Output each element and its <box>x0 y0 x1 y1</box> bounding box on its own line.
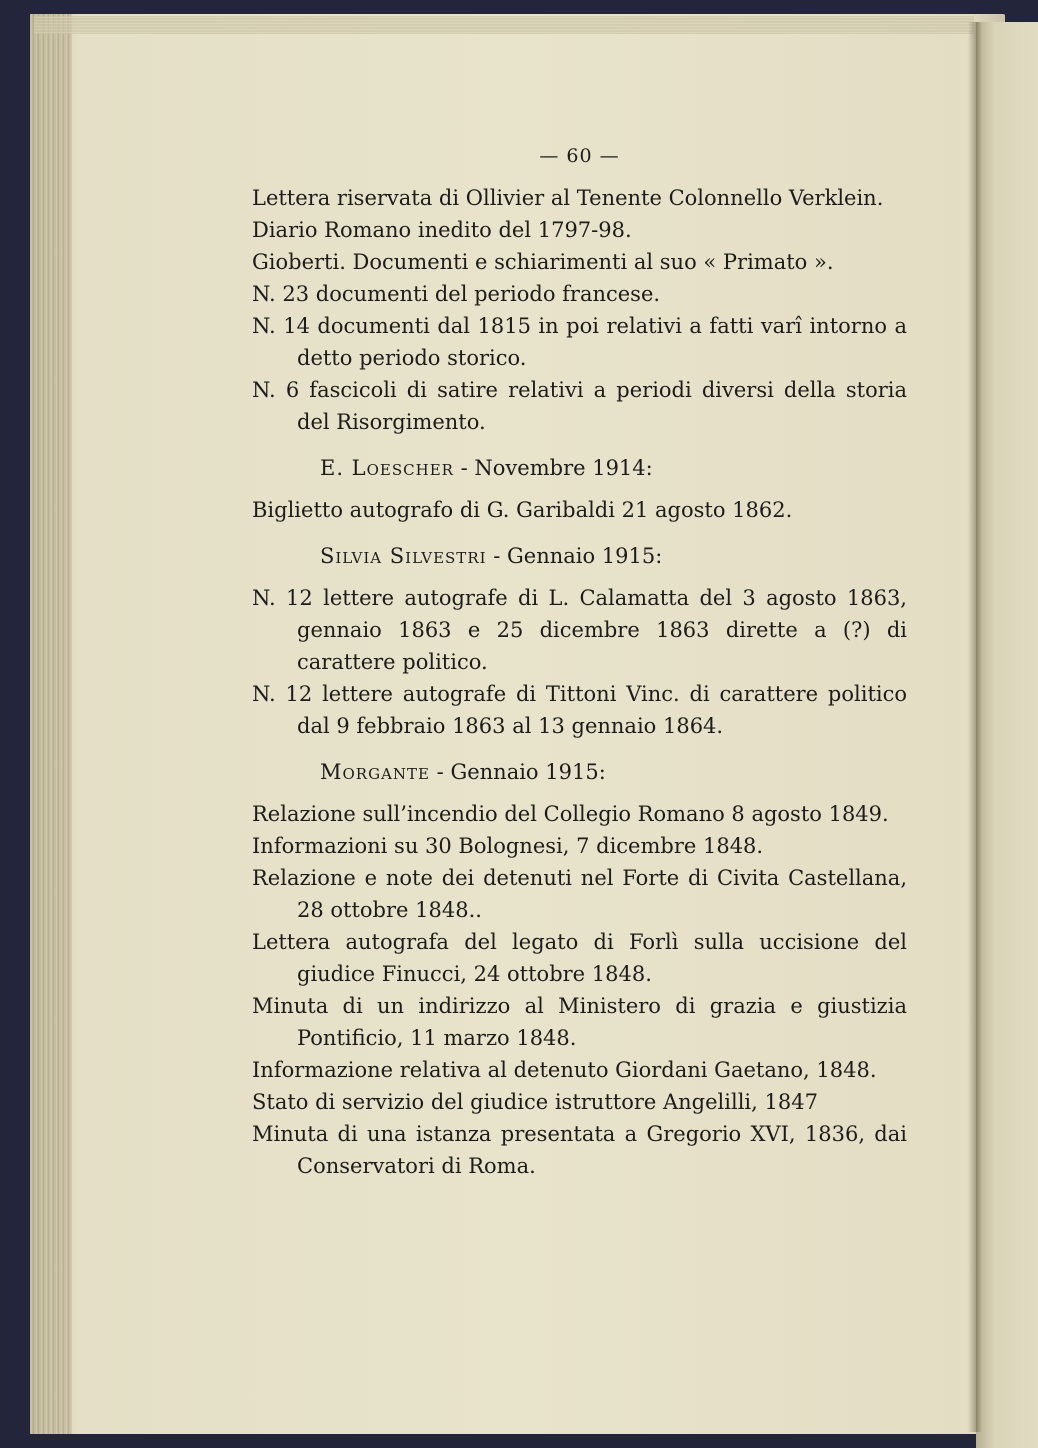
entry: Diario Romano inedito del 1797-98. <box>252 218 632 242</box>
entry: Stato di servizio del giudice istruttore Angelilli, 1847 <box>252 1090 818 1114</box>
donor-name: E. Loescher <box>320 456 454 480</box>
entry: Informazioni su 30 Bolognesi, 7 dicembre 1848. <box>252 834 764 858</box>
entry: Relazione e note dei detenuti nel Forte di Civita Castellana, 28 ottobre 1848.. <box>252 866 907 922</box>
page-number: — 60 — <box>539 145 620 167</box>
page-content <box>252 140 907 1182</box>
page-top-edge <box>34 16 974 34</box>
entry: Informazione relativa al detenuto Giordani Gaetano, 1848. <box>252 1058 877 1082</box>
donation-date: - Gennaio 1915: <box>430 760 606 784</box>
section-heading <box>320 452 907 484</box>
entry: N. 14 documenti dal 1815 in poi relativi a fatti varî intorno a detto periodo storico. <box>252 314 907 370</box>
entry: N. 12 lettere autografe di Tittoni Vinc. di carattere politico dal 9 febbraio 1863 al 13 gennaio 1864. <box>252 682 907 738</box>
section-silvestri <box>252 540 907 742</box>
entry: Gioberti. Documenti e schiarimenti al suo « Primato ». <box>252 250 834 274</box>
entry: N. 12 lettere autografe di L. Calamatta del 3 agosto 1863, gennaio 1863 e 25 dicembre 1863 dirette a (?) di carattere politico. <box>252 586 907 674</box>
section-heading <box>320 540 907 572</box>
gutter-shadow <box>968 22 982 1432</box>
donor-name: Silvia Silvestri <box>320 544 487 568</box>
section-heading <box>320 756 907 788</box>
section-untitled <box>252 182 907 438</box>
facing-page-edge <box>976 22 1038 1448</box>
page-stack-edge <box>30 14 72 1434</box>
section-loescher <box>252 452 907 526</box>
donation-date: - Novembre 1914: <box>453 456 653 480</box>
donor-name: Morgante <box>320 760 430 784</box>
entry: Biglietto autografo di G. Garibaldi 21 agosto 1862. <box>252 498 793 522</box>
entry: Minuta di una istanza presentata a Gregorio XVI, 1836, dai Conservatori di Roma. <box>252 1122 907 1178</box>
entry: Lettera autografa del legato di Forlì sulla uccisione del giudice Finucci, 24 ottobre 1848. <box>252 930 907 986</box>
section-morgante <box>252 756 907 1182</box>
entry: N. 6 fascicoli di satire relativi a periodi diversi della storia del Risorgimento. <box>252 378 907 434</box>
entry: Relazione sull’incendio del Collegio Romano 8 agosto 1849. <box>252 802 889 826</box>
entry: Lettera riservata di Ollivier al Tenente Colonnello Verklein. <box>252 186 884 210</box>
entry: N. 23 documenti del periodo francese. <box>252 282 661 306</box>
entry: Minuta di un indirizzo al Ministero di grazia e giustizia Pontificio, 11 marzo 1848. <box>252 994 907 1050</box>
donation-date: - Gennaio 1915: <box>486 544 663 568</box>
